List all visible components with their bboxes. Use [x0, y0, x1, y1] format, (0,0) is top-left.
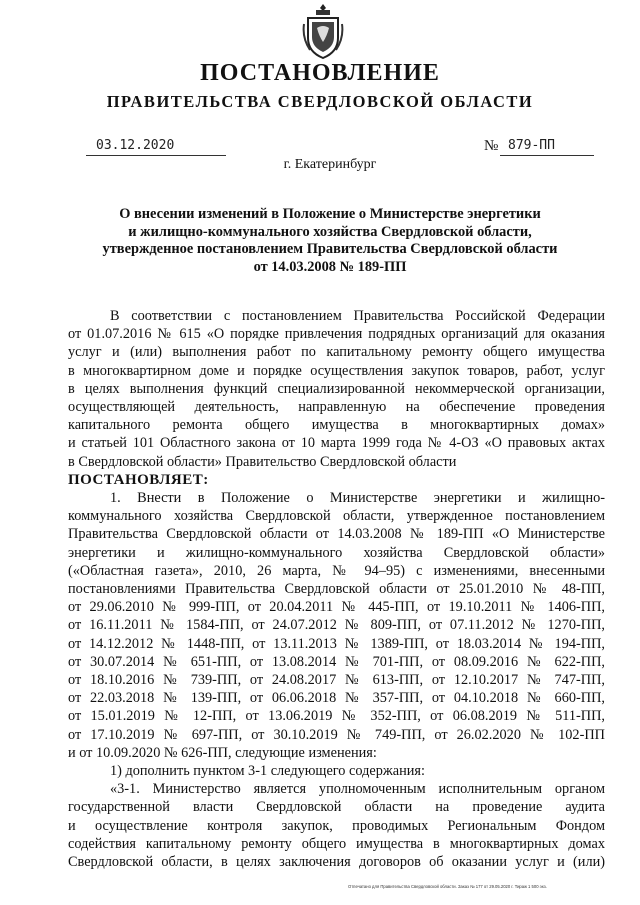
body-line: от 17.10.2019 № 697-ПП, от 30.10.2019 № 749-ПП, от 26.02.2020 № 102-ПП: [68, 726, 605, 743]
issuing-authority: ПРАВИТЕЛЬСТВА СВЕРДЛОВСКОЙ ОБЛАСТИ: [106, 92, 534, 111]
body-line: Свердловской области, в целях заключения договоров об оказании услуг и (или): [68, 854, 605, 871]
body-line: Правительства Свердловской области от 14.03.2008 № 189-ПП «О Министерстве: [68, 526, 605, 543]
body-line: от 01.07.2016 № 615 «О порядке привлечения подрядных организаций для оказания: [68, 326, 605, 343]
body-line: от 22.03.2018 № 139-ПП, от 06.06.2018 № 357-ПП, от 04.10.2018 № 660-ПП,: [68, 690, 605, 707]
body-line: «3-1. Министерство является уполномоченным исполнительным органом: [110, 781, 605, 798]
body-line: от 29.06.2010 № 999-ПП, от 20.04.2011 № 445-ПП, от 19.10.2011 № 1406-ПП,: [68, 599, 605, 616]
body-line: капитального ремонта общего имущества в многоквартирных домах»: [68, 417, 605, 434]
body-line: коммунального хозяйства Свердловской области, утвержденное постановлением: [68, 508, 605, 525]
body-line: постановлениями Правительства Свердловской области от 25.01.2010 № 48-ПП,: [68, 581, 605, 598]
body-line: содействия капитальному ремонту общего имущества в многоквартирных домах: [68, 835, 605, 852]
body-line: в целях выполнения функций специализированной некоммерческой организации,: [68, 380, 605, 397]
print-footer: Отпечатано для Правительства Свердловской области. Заказ № 177 от 29.05.2020 г. Тираж 1 500 экз.: [348, 884, 547, 889]
coat-of-arms-icon: [302, 2, 344, 60]
body-line: осуществляющей деятельность, направленную на обеспечение проведения: [68, 399, 605, 416]
body-line: от 16.11.2011 № 1584-ПП, от 24.07.2012 № 809-ПП, от 07.11.2012 № 1270-ПП,: [68, 617, 605, 634]
heading-line: и жилищно-коммунального хозяйства Свердловской области,: [128, 223, 532, 240]
body-line: от 18.10.2016 № 739-ПП, от 24.08.2017 № 613-ПП, от 12.10.2017 № 747-ПП,: [68, 672, 605, 689]
body-line: энергетики и жилищно-коммунального хозяйства Свердловской области»: [68, 544, 605, 561]
body-line: услуг и (или) выполнения работ по капитальному ремонту общего имущества: [68, 344, 605, 361]
body-line: от 30.07.2014 № 651-ПП, от 13.08.2014 № 701-ПП, от 08.09.2016 № 622-ПП,: [68, 653, 605, 670]
number-sign: №: [484, 138, 499, 154]
document-heading: [95, 206, 565, 276]
decree-word: ПОСТАНОВЛЯЕТ:: [68, 471, 209, 488]
body-line: в многоквартирном доме и порядке осуществления закупок товаров, работ, услуг: [68, 362, 605, 379]
body-line: и статьей 101 Областного закона от 10 марта 1999 года № 4-ОЗ «О правовых актах: [68, 435, 605, 452]
document-body: [68, 307, 605, 871]
body-line: государственной власти Свердловской области на проведение аудита: [68, 799, 605, 816]
body-line: от 14.12.2012 № 1448-ПП, от 13.11.2013 № 1389-ПП, от 18.03.2014 № 194-ПП,: [68, 635, 605, 652]
document-city: г. Екатеринбург: [283, 157, 377, 172]
body-line: и осуществление контроля закупок, проводимых Региональным Фондом: [68, 817, 605, 834]
heading-line: от 14.03.2008 № 189-ПП: [253, 258, 407, 275]
body-line: 1. Внести в Положение о Министерстве энергетики и жилищно-: [110, 490, 605, 507]
heading-line: О внесении изменений в Положение о Министерстве энергетики: [119, 206, 541, 222]
body-line: («Областная газета», 2010, 26 марта, № 94–95) с изменениями, внесенными: [68, 562, 605, 579]
document-number: 879-ПП: [500, 138, 594, 156]
body-line: в Свердловской области» Правительство Свердловской области: [68, 453, 457, 470]
body-line: и от 10.09.2020 № 626-ПП, следующие изменения:: [68, 744, 377, 761]
heading-line: утвержденное постановлением Правительства Свердловской области: [102, 241, 558, 257]
document-date: 03.12.2020: [86, 138, 226, 156]
body-line: В соответствии с постановлением Правительства Российской Федерации: [110, 308, 605, 324]
body-line: 1) дополнить пунктом 3-1 следующего содержания:: [110, 763, 425, 780]
document-title: ПОСТАНОВЛЕНИЕ: [200, 60, 440, 86]
body-line: от 15.01.2019 № 12-ПП, от 13.06.2019 № 352-ПП, от 06.08.2019 № 511-ПП,: [68, 708, 605, 725]
